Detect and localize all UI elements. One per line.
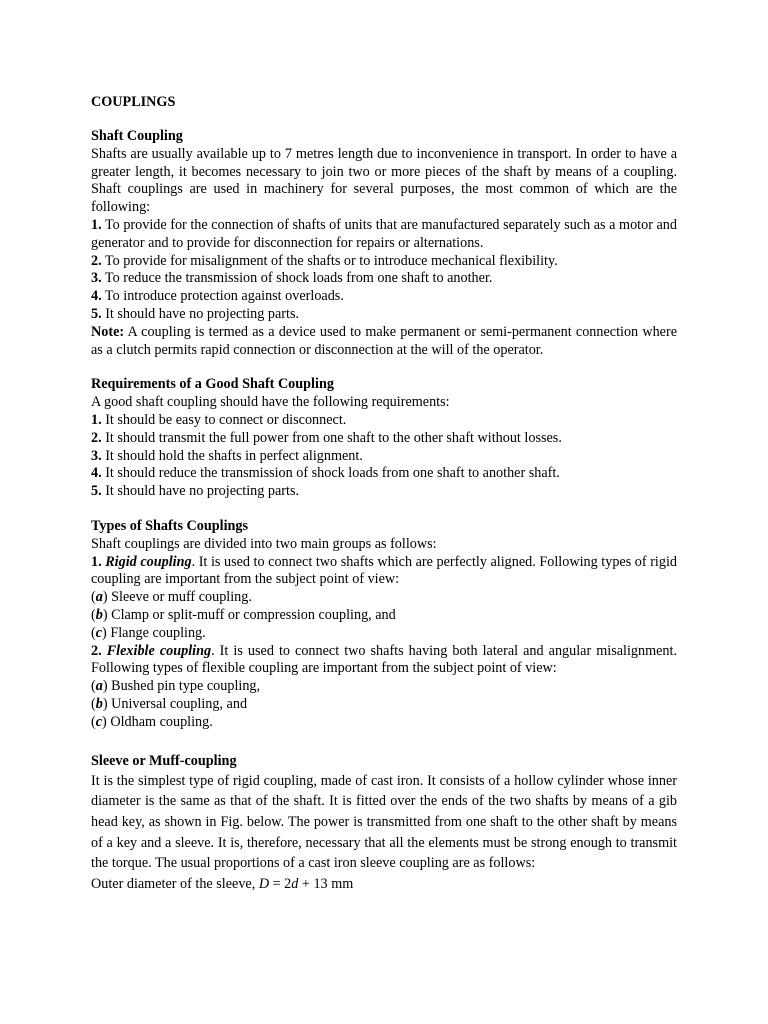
document-title: COUPLINGS bbox=[91, 94, 176, 110]
section-requirements bbox=[91, 376, 677, 501]
section-heading: Shaft Coupling bbox=[91, 128, 183, 144]
sub-item: (a) Sleeve or muff coupling. bbox=[91, 589, 252, 606]
section-heading: Requirements of a Good Shaft Coupling bbox=[91, 376, 334, 393]
paragraph-intro: Shaft couplings are divided into two main groups as follows: bbox=[91, 535, 437, 552]
section-heading: Types of Shafts Couplings bbox=[91, 517, 249, 534]
document-content bbox=[91, 93, 677, 895]
list-item: 4. To introduce protection against overloads. bbox=[91, 288, 344, 305]
section-heading: Sleeve or Muff-coupling bbox=[91, 752, 237, 769]
list-item: 4. It should reduce the transmission of shock loads from one shaft to another shaft. bbox=[91, 465, 560, 482]
list-item: 2. It should transmit the full power from one shaft to the other shaft without losses. bbox=[91, 429, 562, 446]
list-item: 3. It should hold the shafts in perfect alignment. bbox=[91, 447, 363, 464]
list-item: 1. To provide for the connection of shafts of units that are manufactured separately such as a motor and generator and to provide for disconnection for repairs or alternations. bbox=[91, 216, 677, 251]
sub-item: (a) Bushed pin type coupling, bbox=[91, 678, 261, 695]
list-item: 5. It should have no projecting parts. bbox=[91, 483, 300, 500]
section-shaft-coupling bbox=[91, 128, 677, 359]
paragraph-intro: Shafts are usually available up to 7 metres length due to inconvenience in transport. In order to have a greater length, it becomes necessary to join two or more pieces of the shaft by means of a coupling. Shaft couplings are used in machinery for several purposes, the most common of which are the following: bbox=[91, 145, 677, 216]
paragraph-intro: A good shaft coupling should have the following requirements: bbox=[91, 394, 450, 411]
sub-item: (b) Universal coupling, and bbox=[91, 695, 248, 712]
list-item: 5. It should have no projecting parts. bbox=[91, 305, 300, 322]
list-item: 2. To provide for misalignment of the shafts or to introduce mechanical flexibility. bbox=[91, 252, 558, 269]
sub-item: (b) Clamp or split-muff or compression coupling, and bbox=[91, 606, 396, 623]
note-paragraph: Note: A coupling is termed as a device used to make permanent or semi-permanent connection where as a clutch permits rapid connection or disconnection at the will of the operator. bbox=[91, 323, 677, 358]
list-item: 1. It should be easy to connect or disconnect. bbox=[91, 411, 347, 428]
list-item: 3. To reduce the transmission of shock loads from one shaft to another. bbox=[91, 270, 493, 287]
paragraph-body: It is the simplest type of rigid coupling, made of cast iron. It consists of a hollow cylinder whose inner diameter is the same as that of the shaft. It is fitted over the ends of the two shafts by means of a gib head key, as shown in Fig. below. The power is transmitted from one shaft to the other shaft by means of a key and a sleeve. It is, therefore, necessary that all the elements must be strong enough to transmit the torque. The usual proportions of a cast iron sleeve coupling are as follows: bbox=[91, 772, 677, 872]
sub-item: (c) Oldham coupling. bbox=[91, 713, 213, 730]
list-item-rigid: 1. Rigid coupling. It is used to connect two shafts which are perfectly aligned. Following types of rigid coupling are important from the subject point of view: bbox=[91, 553, 677, 588]
section-types bbox=[91, 518, 677, 732]
formula-line: Outer diameter of the sleeve, D = 2d + 13 mm bbox=[91, 876, 354, 893]
sub-item: (c) Flange coupling. bbox=[91, 624, 206, 641]
list-item-flexible: 2. Flexible coupling. It is used to connect two shafts having both lateral and angular misalignment. Following types of flexible coupling are important from the subject point of view: bbox=[91, 642, 678, 677]
section-sleeve-coupling bbox=[91, 751, 677, 895]
